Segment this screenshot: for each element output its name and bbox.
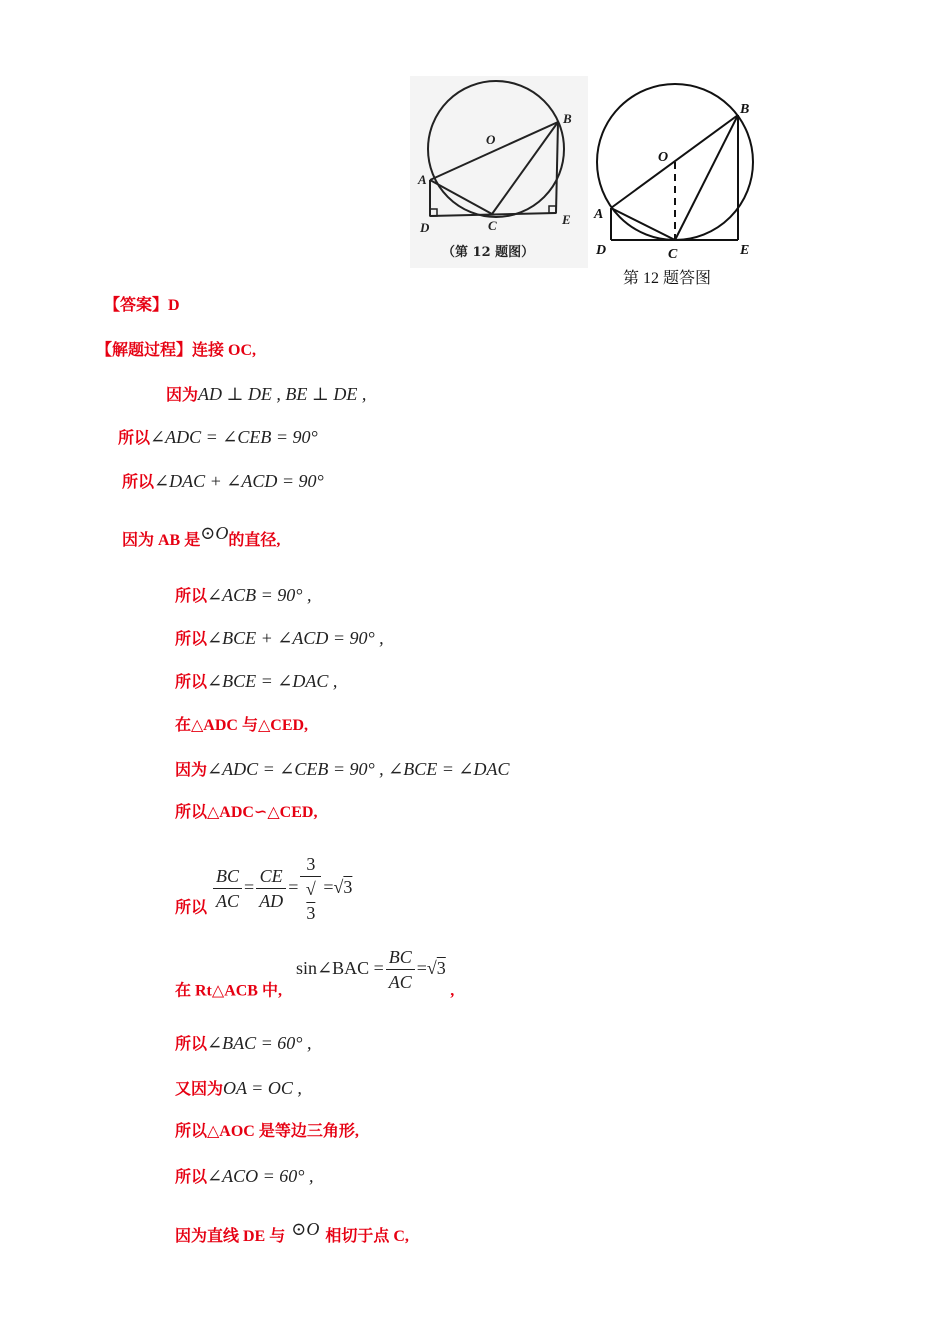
step-15 xyxy=(175,1121,359,1143)
step-13-text: 所以 xyxy=(175,1036,208,1053)
step-12-post: , xyxy=(450,982,455,1000)
segment-ac xyxy=(611,208,675,240)
figure-caption-left: （第 12 题图） xyxy=(442,245,535,260)
step-4 xyxy=(122,523,281,552)
label-d: D xyxy=(420,220,430,235)
solution-intro: 连接 OC, xyxy=(192,342,257,359)
label-o: O xyxy=(658,150,669,165)
step-13-math: ∠BAC = 60° , xyxy=(207,1033,312,1053)
numerator: 3 xyxy=(300,852,321,877)
numerator: CE xyxy=(256,864,286,889)
step-16 xyxy=(175,1165,313,1189)
label-b: B xyxy=(563,111,572,126)
numerator: BC xyxy=(386,945,415,970)
step-2 xyxy=(118,426,318,450)
fraction-bc-ac xyxy=(386,945,415,994)
step-12-text: 在 Rt△ACB 中, xyxy=(175,982,282,1000)
label-a: A xyxy=(594,207,604,222)
label-o: O xyxy=(486,132,496,147)
fraction-3-sqrt3 xyxy=(300,852,321,925)
figure-caption-right: 第 12 题答图 xyxy=(622,270,711,287)
segment-bc xyxy=(492,122,558,214)
step-4-post: 的直径, xyxy=(228,532,281,549)
step-3 xyxy=(122,470,324,494)
step-9-math: ∠ADC = ∠CEB = 90° , ∠BCE = ∠DAC xyxy=(207,759,510,779)
denominator: √ 3 xyxy=(300,877,321,925)
right-angle-e xyxy=(549,206,556,213)
answer-figure-drawing xyxy=(592,78,762,264)
segment-bc xyxy=(675,115,738,240)
step-16-math: ∠ACO = 60° , xyxy=(207,1166,314,1186)
step-1-text: 因为 xyxy=(166,387,199,404)
step-5-math: ∠ACB = 90° , xyxy=(207,585,312,605)
step-2-text: 所以 xyxy=(118,430,151,447)
step-5-text: 所以 xyxy=(175,588,208,605)
answer-figure xyxy=(592,78,762,264)
result-radicand: 3 xyxy=(343,876,353,897)
label-e: E xyxy=(740,243,750,258)
denominator: AC xyxy=(388,972,412,992)
step-3-math: ∠DAC + ∠ACD = 90° xyxy=(154,471,324,491)
radicand: 3 xyxy=(306,903,316,923)
answer-label: 【答案】 xyxy=(104,297,169,314)
step-10 xyxy=(175,802,317,824)
step-12-math: sin∠BAC = $\frac{BC}{AC}$ =√3 xyxy=(295,947,446,992)
answer-value: D xyxy=(168,297,180,314)
step-17-math: ⊙O xyxy=(291,1219,320,1239)
step-4-math: ⊙O xyxy=(200,523,229,543)
step-11-text: 所以 xyxy=(175,899,208,917)
step-7-text: 所以 xyxy=(175,674,208,691)
step-9-text: 因为 xyxy=(175,762,208,779)
step-10-text: 所以△ADC∽△CED, xyxy=(175,804,318,821)
step-7-math: ∠BCE = ∠DAC , xyxy=(207,671,338,691)
step-16-text: 所以 xyxy=(175,1169,208,1186)
step-4-text: 因为 AB 是 xyxy=(122,532,201,549)
step-12 xyxy=(175,945,454,1001)
label-e: E xyxy=(562,212,571,227)
answer-line xyxy=(104,295,180,317)
step-6-math: ∠BCE + ∠ACD = 90° , xyxy=(207,628,384,648)
label-c: C xyxy=(488,218,497,233)
step-7 xyxy=(175,670,337,694)
step-1 xyxy=(166,383,366,407)
step-17-post: 相切于点 C, xyxy=(325,1228,409,1245)
segment-be xyxy=(556,122,558,213)
label-a: A xyxy=(418,172,427,187)
solution-label: 【解题过程】 xyxy=(96,342,193,359)
denominator: AD xyxy=(259,891,284,911)
fraction-bc-ac xyxy=(213,864,242,913)
step-17 xyxy=(175,1219,409,1248)
step-8-text: 在△ADC 与△CED, xyxy=(175,717,309,734)
step-9 xyxy=(175,758,509,782)
step-6-text: 所以 xyxy=(175,631,208,648)
numerator: BC xyxy=(213,864,242,889)
step-3-text: 所以 xyxy=(122,474,155,491)
step-17-text: 因为直线 DE 与 xyxy=(175,1228,286,1245)
solution-heading xyxy=(96,340,256,362)
step-2-math: ∠ADC = ∠CEB = 90° xyxy=(150,427,318,447)
step-14-math: OA = OC , xyxy=(223,1078,302,1098)
step-14-text: 又因为 xyxy=(175,1081,224,1098)
step-11-math: $\frac{BC}{AC}$ = $\frac{CE}{AD}$ = 3 √ 3 =√3 xyxy=(211,877,352,897)
denominator: AC xyxy=(216,891,240,911)
step-15-text: 所以△AOC 是等边三角形, xyxy=(175,1123,359,1140)
label-d: D xyxy=(596,243,607,258)
step-6 xyxy=(175,627,384,651)
sin-label: sin∠BAC = xyxy=(295,957,384,978)
step-14 xyxy=(175,1077,302,1101)
segment-ab xyxy=(611,115,738,208)
segment-ab xyxy=(430,122,558,180)
step-1-math: AD ⊥ DE , BE ⊥ DE , xyxy=(198,384,367,404)
original-figure xyxy=(410,76,588,268)
step-5 xyxy=(175,584,311,608)
fraction-ce-ad xyxy=(256,864,286,913)
step-8 xyxy=(175,715,308,737)
step-13 xyxy=(175,1032,311,1056)
label-c: C xyxy=(668,247,678,262)
segment-ac xyxy=(430,180,492,214)
result-radicand: 3 xyxy=(436,957,446,978)
original-figure-drawing xyxy=(410,76,588,268)
label-b: B xyxy=(740,102,750,117)
step-11 xyxy=(175,852,352,925)
